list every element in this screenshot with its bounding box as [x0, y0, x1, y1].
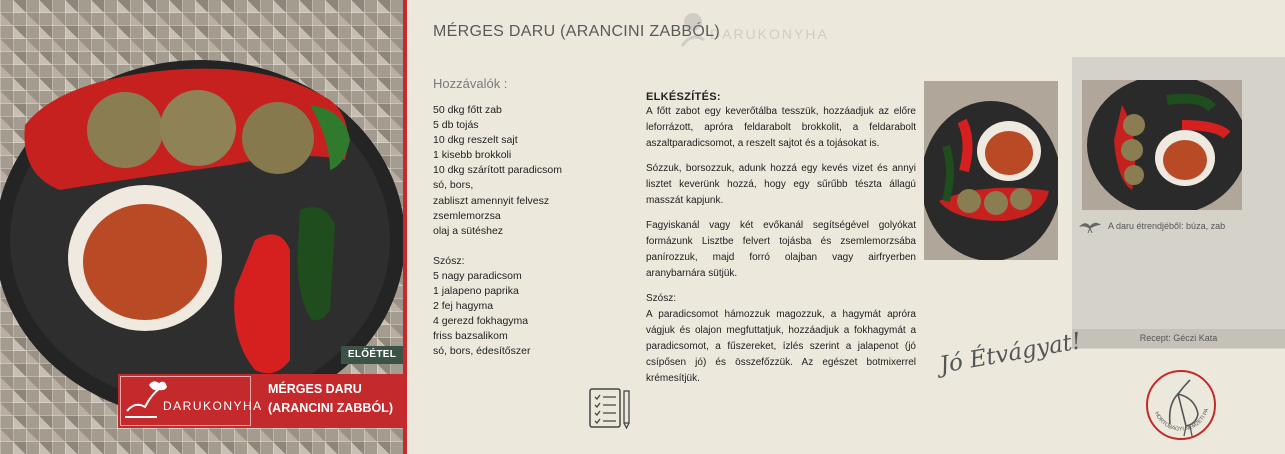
crane-watermark-icon	[678, 10, 708, 50]
sauce-ingredient-item: 1 jalapeno paprika	[433, 285, 519, 298]
ingredient-item: zsemlemorzsa	[433, 209, 501, 222]
ingredient-item: só, bors,	[433, 179, 474, 192]
ingredient-item: 50 dkg főtt zab	[433, 104, 502, 116]
title-banner	[118, 374, 403, 428]
sauce-ingredient-item: 2 fej hagyma	[433, 300, 494, 313]
page-title: MÉRGES DARU (ARANCINI ZABBÓL)	[433, 23, 720, 40]
watermark-text: DARUKONYHA	[710, 26, 829, 42]
ingredient-item: olaj a sütéshez	[433, 224, 504, 237]
diet-info	[1078, 219, 1225, 233]
ingredient-item: 1 kisebb brokkoli	[433, 149, 512, 162]
sauce-ingredients-title: Szósz:	[433, 254, 465, 267]
banner-title-line2: (ARANCINI ZABBÓL)	[268, 401, 393, 415]
sauce-preparation-title: Szósz:	[646, 293, 677, 304]
dish-photo-2-illustration	[924, 81, 1058, 260]
preparation-paragraph: A főtt zabot egy keverőtálba tesszük, hozzáadjuk az előre leforrázott, apróra feldarabolt brokkolit, a feldarabolt aszaltparadicsomot, a reszelt sajtot és a tojásokat is.	[646, 106, 916, 149]
bon-appetit-signature: Jó Étvágyat!	[937, 328, 1084, 379]
banner-title-line1: MÉRGES DARU	[268, 382, 362, 396]
ingredient-item: zabliszt amennyit felvesz	[433, 194, 550, 207]
ingredient-item: 10 dkg szárított paradicsom	[433, 164, 562, 177]
preparation-section	[646, 90, 916, 396]
dish-photo-3	[1082, 80, 1242, 210]
ingredients-list	[433, 103, 562, 360]
brand-name: DARUKONYHA	[163, 399, 263, 413]
preparation-title: ELKÉSZÍTÉS:	[646, 91, 721, 103]
category-badge: ELŐÉTEL	[341, 346, 403, 364]
sauce-ingredient-item: 5 nagy paradicsom	[433, 269, 522, 282]
sauce-ingredient-item: friss bazsalikom	[433, 330, 508, 343]
preparation-paragraph: Fagyiskanál vagy két evőkanál segítségével golyókat formázunk Lisztbe felvert tojásba és zsemlemorzsába panírozzuk, majd forró olajban vagy airfryerben aranybarnára sütjük.	[646, 220, 916, 279]
sauce-ingredient-item: 4 gerezd fokhagyma	[433, 315, 529, 328]
darukonyha-logo	[120, 376, 263, 426]
banner-title	[253, 374, 393, 428]
ingredients-title: Hozzávalók :	[433, 76, 508, 91]
sauce-ingredient-item: só, bors, édesítőszer	[433, 345, 531, 358]
crane-flying-icon	[1078, 219, 1102, 233]
recipe-credit: Recept: Géczi Kata	[1072, 329, 1285, 348]
dish-photo-3-illustration	[1082, 80, 1242, 210]
ingredient-item: 10 dkg reszelt sajt	[433, 134, 518, 147]
watermark-logo	[678, 10, 829, 55]
park-logo-text: HORTOBÁGYI NEMZETI PA	[1153, 407, 1211, 433]
divider-strip	[403, 0, 407, 454]
dish-photo	[0, 0, 403, 454]
preparation-paragraph: Sózzuk, borsozzuk, adunk hozzá egy kevés vizet és annyi lisztet keverünk hozzá, hogy egy sűrűbb tészta állagú masszát kapjunk.	[646, 163, 916, 206]
sauce-preparation-text: A paradicsomot hámozzuk magozzuk, a hagymát apróra vágjuk és olajon megfuttatjuk, hozzáadjuk a fokhagymát a paradicsomot, a fűszereket, ízlés szerint a jalapenot (jó csípősen jó) és összefőzzük. Az egészet botmixerrel krémesítjük.	[646, 309, 916, 384]
checklist-icon	[588, 387, 632, 429]
diet-text: A daru étrendjéből: búza, zab	[1108, 221, 1226, 231]
dish-photo-2	[924, 81, 1058, 260]
ingredient-item: 5 db tojás	[433, 119, 479, 132]
national-park-logo	[1140, 364, 1222, 446]
